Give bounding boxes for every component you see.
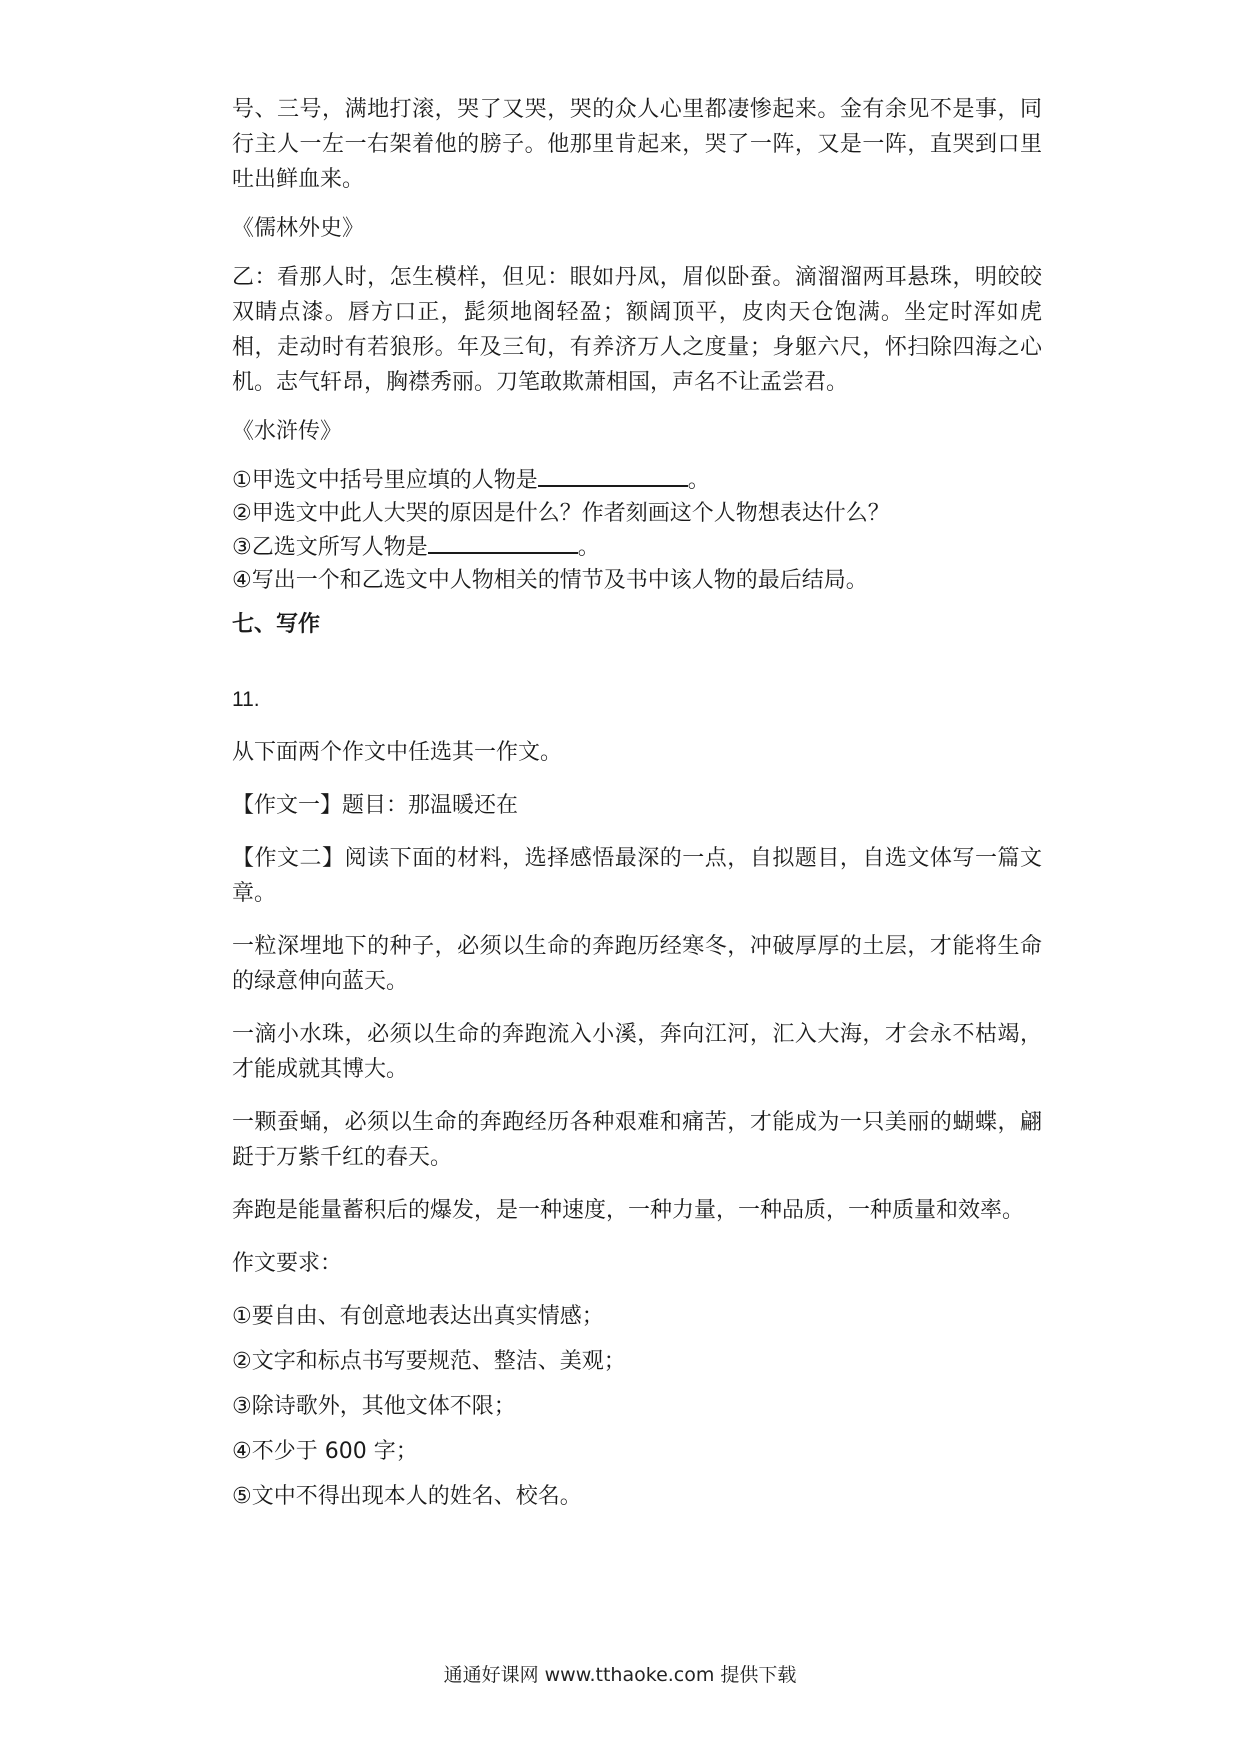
source-a-title: 《儒林外史》 <box>232 216 365 241</box>
requirement-1: ①要自由、有创意地表达出真实情感； <box>232 1304 604 1329</box>
section-title: 七、写作 <box>232 612 321 637</box>
question-3-end: 。 <box>577 535 600 560</box>
essay-option-2: 【作文二】阅读下面的材料，选择感悟最深的一点，自拟题目，自选文体写一篇文章。 <box>232 846 1042 906</box>
requirements-title: 作文要求： <box>232 1251 343 1276</box>
question-list <box>232 463 1042 597</box>
passage-b-text: 乙：看那人时，怎生模样，但见：眼如丹凤，眉似卧蚕。滴溜溜两耳悬珠，明皎皎双睛点漆。唇方口正，髭须地阁轻盈；额阔顶平，皮肉天仓饱满。坐定时浑如虎相，走动时有若狼形。年及三旬，有养济万人之度量；身躯六尺，怀扫除四海之心机。志气轩昂，胸襟秀丽。刀笔敢欺萧相国，声名不让孟尝君。 <box>232 265 1042 395</box>
passage-a-text: 号、三号，满地打滚，哭了又哭，哭的众人心里都凄惨起来。金有余见不是事，同行主人一左一右架着他的膀子。他那里肯起来，哭了一阵，又是一阵，直哭到口里吐出鲜血来。 <box>232 97 1042 192</box>
answer-blank-1[interactable] <box>538 463 688 487</box>
page-footer: 通通好课网 www.tthaoke.com 提供下载 <box>443 1664 797 1686</box>
source-b-title: 《水浒传》 <box>232 419 343 444</box>
question-1-end: 。 <box>687 468 710 493</box>
question-2: ②甲选文中此人大哭的原因是什么？作者刻画这个人物想表达什么？ <box>232 501 890 526</box>
question-1-text: ①甲选文中括号里应填的人物是 <box>232 468 538 493</box>
essay-intro: 从下面两个作文中任选其一作文。 <box>232 740 563 765</box>
material-pupa: 一颗蚕蛹，必须以生命的奔跑经历各种艰难和痛苦，才能成为一只美丽的蝴蝶，翩跹于万紫千红的春天。 <box>232 1110 1042 1170</box>
question-number: 11. <box>232 688 260 711</box>
material-running: 奔跑是能量蓄积后的爆发，是一种速度，一种力量，一种品质，一种质量和效率。 <box>232 1198 1025 1223</box>
requirement-3: ③除诗歌外，其他文体不限； <box>232 1394 516 1419</box>
requirement-5: ⑤文中不得出现本人的姓名、校名。 <box>232 1484 582 1509</box>
document-page <box>232 92 1042 1524</box>
essay-option-1: 【作文一】题目：那温暖还在 <box>232 793 519 818</box>
question-4: ④写出一个和乙选文中人物相关的情节及书中该人物的最后结局。 <box>232 568 868 593</box>
requirement-2: ②文字和标点书写要规范、整洁、美观； <box>232 1349 626 1374</box>
material-seed: 一粒深埋地下的种子，必须以生命的奔跑历经寒冬，冲破厚厚的土层，才能将生命的绿意伸向蓝天。 <box>232 934 1042 994</box>
requirement-4: ④不少于 600 字； <box>232 1439 418 1464</box>
question-1 <box>232 463 1042 497</box>
material-water-drop: 一滴小水珠，必须以生命的奔跑流入小溪，奔向江河，汇入大海，才会永不枯竭，才能成就其博大。 <box>232 1022 1042 1082</box>
question-3-text: ③乙选文所写人物是 <box>232 535 428 560</box>
answer-blank-3[interactable] <box>428 530 578 554</box>
question-3 <box>232 530 1042 564</box>
